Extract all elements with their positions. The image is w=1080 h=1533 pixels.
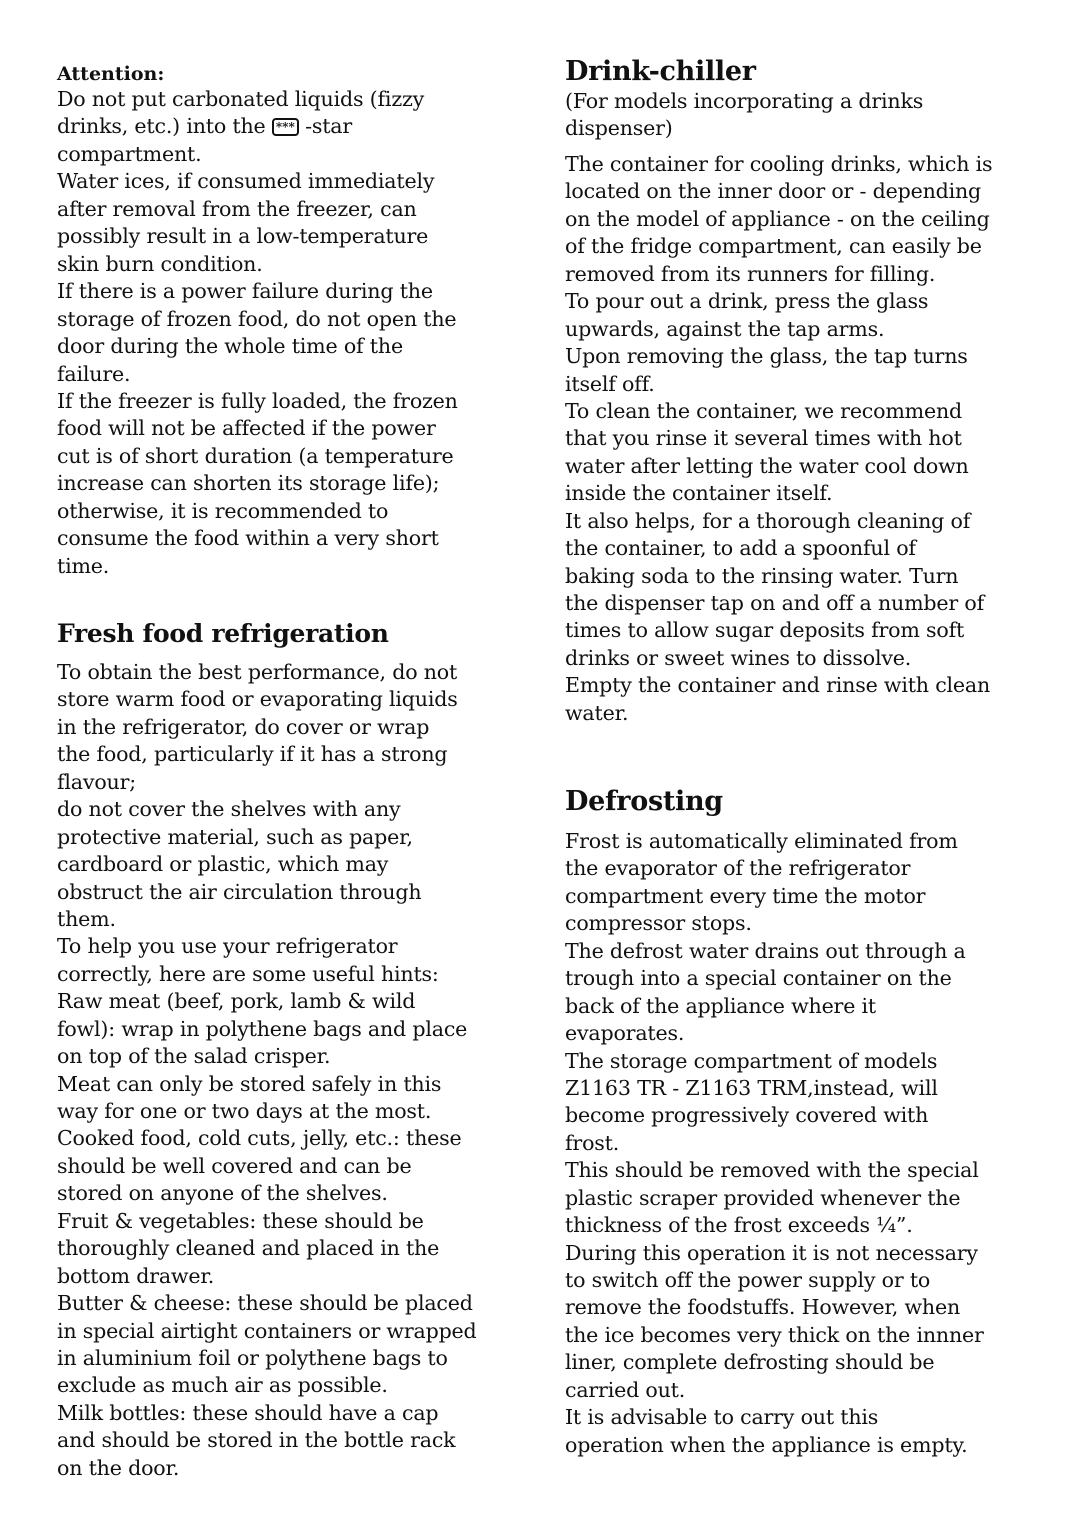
text-line: plastic scraper provided whenever the bbox=[565, 1185, 961, 1210]
text-line: the dispenser tap on and off a number of bbox=[565, 591, 984, 615]
text-line: Water ices, if consumed immediately bbox=[57, 169, 435, 194]
text-line: It is advisable to carry out this bbox=[565, 1405, 879, 1430]
text-line: in aluminium foil or polythene bags to bbox=[57, 1345, 448, 1370]
star-line bbox=[57, 113, 424, 140]
text-line: located on the inner door or - depending bbox=[565, 179, 982, 204]
text-line: fowl): wrap in polythene bags and place bbox=[57, 1016, 468, 1041]
section-heading-drink-chiller: Drink-chiller bbox=[565, 56, 756, 87]
text-line: correctly, here are some useful hints: bbox=[57, 961, 439, 986]
attention-intro bbox=[57, 86, 424, 141]
text-line: If the freezer is fully loaded, the frozen bbox=[57, 388, 458, 413]
text-line: upwards, against the tap arms. bbox=[565, 316, 885, 341]
text-line: and should be stored in the bottle rack bbox=[57, 1428, 456, 1453]
text-line: become progressively covered with bbox=[565, 1103, 929, 1128]
text-line: times to allow sugar deposits from soft bbox=[565, 618, 965, 643]
text-line: increase can shorten its storage life); bbox=[57, 471, 440, 496]
text-line: To obtain the best performance, do not bbox=[57, 660, 458, 684]
text-line: Fruit & vegetables: these should be bbox=[57, 1208, 424, 1233]
text-line: This should be removed with the special bbox=[565, 1158, 979, 1183]
text-line: on the model of appliance - on the ceiling bbox=[565, 206, 990, 231]
text-line: baking soda to the rinsing water. Turn bbox=[565, 563, 959, 588]
text-line: in special airtight containers or wrapped bbox=[57, 1318, 477, 1343]
text-line: Cooked food, cold cuts, jelly, etc.: these bbox=[57, 1126, 462, 1151]
text-line: them. bbox=[57, 906, 116, 931]
text-line: cut is of short duration (a temperature bbox=[57, 443, 454, 468]
text-line: protective material, such as paper, bbox=[57, 824, 413, 849]
text-line: Milk bottles: these should have a cap bbox=[57, 1400, 439, 1425]
text-line: frost. bbox=[565, 1130, 620, 1155]
text-line: The container for cooling drinks, which is bbox=[565, 152, 993, 176]
text-line: the ice becomes very thick on the innner bbox=[565, 1322, 984, 1347]
text-line: failure. bbox=[57, 361, 131, 386]
text-line: otherwise, it is recommended to bbox=[57, 498, 389, 523]
text-line: It also helps, for a thorough cleaning of bbox=[565, 508, 971, 533]
text-line: time. bbox=[57, 553, 110, 578]
text-line: removed from its runners for filling. bbox=[565, 261, 936, 286]
attention-text bbox=[57, 141, 458, 580]
text-line: If there is a power failure during the bbox=[57, 279, 433, 304]
text-line: food will not be affected if the power bbox=[57, 416, 436, 441]
text-line: the evaporator of the refrigerator bbox=[565, 856, 911, 881]
text-line: Do not put carbonated liquids (fizzy bbox=[57, 87, 425, 111]
text-line: that you rinse it several times with hot bbox=[565, 426, 962, 451]
three-star-freezer-icon: *** bbox=[272, 118, 299, 136]
text-line: to switch off the power supply or to bbox=[565, 1268, 931, 1292]
text-line: The defrost water drains out through a bbox=[565, 938, 966, 963]
text-line: The storage compartment of models bbox=[565, 1048, 938, 1073]
text-fragment: drinks, etc.) into the bbox=[57, 114, 266, 139]
text-line: carried out. bbox=[565, 1377, 686, 1402]
text-line: way for one or two days at the most. bbox=[57, 1099, 432, 1123]
text-line: cardboard or plastic, which may bbox=[57, 852, 389, 877]
text-line: Empty the container and rinse with clean bbox=[565, 673, 991, 698]
text-line: of the fridge compartment, can easily be bbox=[565, 234, 982, 259]
section-heading-fresh-food: Fresh food refrigeration bbox=[57, 619, 389, 648]
text-line: thickness of the frost exceeds ¼”. bbox=[565, 1213, 913, 1238]
text-line: flavour; bbox=[57, 769, 136, 794]
text-line: To help you use your refrigerator bbox=[57, 934, 398, 959]
text-line: back of the appliance where it bbox=[565, 993, 877, 1018]
text-line: store warm food or evaporating liquids bbox=[57, 687, 458, 712]
drink-chiller-note bbox=[565, 88, 923, 143]
text-line: evaporates. bbox=[565, 1021, 685, 1046]
text-line: To pour out a drink, press the glass bbox=[565, 289, 929, 314]
text-line: compartment. bbox=[57, 142, 202, 166]
text-line: door during the whole time of the bbox=[57, 334, 403, 359]
text-line: stored on anyone of the shelves. bbox=[57, 1181, 388, 1206]
text-line: compartment every time the motor bbox=[565, 883, 926, 908]
text-line: inside the container itself. bbox=[565, 481, 833, 506]
text-line: after removal from the freezer, can bbox=[57, 196, 417, 221]
text-line: on the door. bbox=[57, 1455, 180, 1480]
text-line: operation when the appliance is empty. bbox=[565, 1432, 968, 1457]
text-line: (For models incorporating a drinks bbox=[565, 89, 924, 113]
text-fragment: -star bbox=[305, 114, 353, 139]
text-line: trough into a special container on the bbox=[565, 966, 952, 991]
text-line: dispenser) bbox=[565, 116, 673, 141]
text-line: the container, to add a spoonful of bbox=[565, 536, 916, 561]
text-line: compressor stops. bbox=[565, 911, 752, 936]
text-line: During this operation it is not necessary bbox=[565, 1240, 978, 1265]
text-line: obstruct the air circulation through bbox=[57, 879, 422, 904]
text-line: exclude as much air as possible. bbox=[57, 1373, 388, 1398]
text-line: Butter & cheese: these should be placed bbox=[57, 1291, 473, 1316]
text-line: liner, complete defrosting should be bbox=[565, 1350, 935, 1375]
text-line: itself off. bbox=[565, 371, 655, 396]
text-line: Meat can only be stored safely in this bbox=[57, 1071, 442, 1096]
text-line: the food, particularly if it has a strong bbox=[57, 742, 448, 767]
text-line: thoroughly cleaned and placed in the bbox=[57, 1236, 440, 1261]
section-heading-defrosting: Defrosting bbox=[565, 786, 723, 817]
text-line: in the refrigerator, do cover or wrap bbox=[57, 714, 430, 739]
text-line: remove the foodstuffs. However, when bbox=[565, 1295, 961, 1320]
text-line: Upon removing the glass, the tap turns bbox=[565, 344, 968, 369]
text-line: skin burn condition. bbox=[57, 251, 263, 276]
text-line: Raw meat (beef, pork, lamb & wild bbox=[57, 989, 416, 1014]
text-line: To clean the container, we recommend bbox=[565, 398, 963, 423]
text-line: drinks or sweet wines to dissolve. bbox=[565, 645, 912, 670]
text-line: Z1163 TR - Z1163 TRM,instead, will bbox=[565, 1075, 938, 1100]
text-line: bottom drawer. bbox=[57, 1263, 215, 1288]
text-line: should be well covered and can be bbox=[57, 1153, 412, 1178]
fresh-food-text bbox=[57, 659, 477, 1482]
text-line: on top of the salad crisper. bbox=[57, 1044, 331, 1069]
text-line: possibly result in a low-temperature bbox=[57, 224, 429, 249]
text-line: storage of frozen food, do not open the bbox=[57, 306, 457, 331]
attention-label: Attention: bbox=[57, 63, 165, 85]
defrosting-text bbox=[565, 828, 984, 1459]
text-line: Frost is automatically eliminated from bbox=[565, 829, 958, 853]
drink-chiller-text bbox=[565, 151, 992, 727]
text-line: do not cover the shelves with any bbox=[57, 797, 401, 822]
text-line: water after letting the water cool down bbox=[565, 453, 969, 478]
text-line: water. bbox=[565, 700, 629, 725]
text-line: consume the food within a very short bbox=[57, 526, 439, 551]
